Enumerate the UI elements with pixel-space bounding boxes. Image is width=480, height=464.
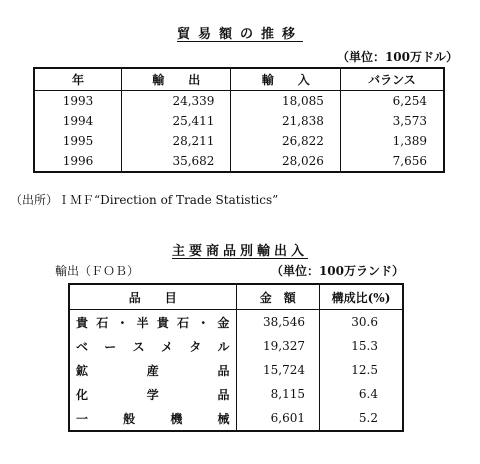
import-cell: 26,822: [231, 131, 341, 151]
header-year: 年: [34, 68, 121, 91]
import-cell: 28,026: [231, 151, 341, 172]
table-row: [34, 91, 444, 112]
item-cell: [69, 358, 236, 382]
exports-table: [68, 283, 404, 432]
export-cell: 25,411: [121, 111, 231, 131]
item-cell: [69, 406, 236, 431]
table-row: [34, 111, 444, 131]
item-label: 化 学 品: [76, 387, 230, 402]
header-imports: 輸 入: [231, 68, 341, 91]
header-balance: バランス: [340, 68, 444, 91]
table-row: [34, 131, 444, 151]
trade-table: [33, 67, 445, 173]
table-row: [69, 358, 403, 382]
import-cell: 18,085: [231, 91, 341, 112]
amount-cell: 8,115: [236, 382, 320, 406]
year-cell: 1995: [62, 134, 94, 148]
balance-cell: 1,389: [340, 131, 444, 151]
year-cell: 1993: [62, 94, 94, 108]
amount-cell: 38,546: [236, 310, 320, 335]
item-cell: [69, 334, 236, 358]
table-row: [34, 151, 444, 172]
share-cell: 30.6: [320, 310, 403, 335]
share-cell: 6.4: [320, 382, 403, 406]
share-cell: 5.2: [320, 406, 403, 431]
share-cell: 15.3: [320, 334, 403, 358]
item-cell: [69, 382, 236, 406]
trade-title: 貿易額の推移: [176, 27, 303, 42]
trade-header-row: [34, 68, 444, 91]
balance-cell: 6,254: [340, 91, 444, 112]
item-label: 鉱 産 品: [76, 363, 230, 378]
import-cell: 21,838: [231, 111, 341, 131]
amount-cell: 15,724: [236, 358, 320, 382]
item-cell: [69, 310, 236, 335]
item-label: ベ ー ス メ タ ル: [76, 339, 230, 354]
exports-title: 主要商品別輸出入: [171, 244, 308, 259]
exports-unit: （単位：100万ランド）: [270, 264, 404, 278]
amount-cell: 19,327: [236, 334, 320, 358]
table-row: [69, 406, 403, 431]
trade-unit: （単位：100万ドル）: [336, 50, 458, 64]
header-exports: 輸 出: [121, 68, 231, 91]
year-cell: 1996: [62, 154, 94, 168]
exports-label: 輸出（ＦＯＢ）: [55, 264, 140, 278]
item-label: 貴 石 ・ 半 貴 石 ・ 金: [76, 315, 230, 330]
amount-cell: 6,601: [236, 406, 320, 431]
balance-cell: 3,573: [340, 111, 444, 131]
export-cell: 28,211: [121, 131, 231, 151]
table-row: [69, 382, 403, 406]
trade-source: （出所）ＩＭＦ“Direction of Trade Statistics”: [10, 193, 279, 207]
share-cell: 12.5: [320, 358, 403, 382]
header-share: 構成比(%): [320, 284, 403, 310]
table-row: [69, 334, 403, 358]
table-row: [69, 310, 403, 335]
export-cell: 24,339: [121, 91, 231, 112]
header-amount: 金 額: [236, 284, 320, 310]
balance-cell: 7,656: [340, 151, 444, 172]
item-label: 一 般 機 械: [76, 411, 230, 426]
exports-header-row: [69, 284, 403, 310]
header-item: 品 目: [69, 284, 236, 310]
year-cell: 1994: [62, 114, 94, 128]
export-cell: 35,682: [121, 151, 231, 172]
